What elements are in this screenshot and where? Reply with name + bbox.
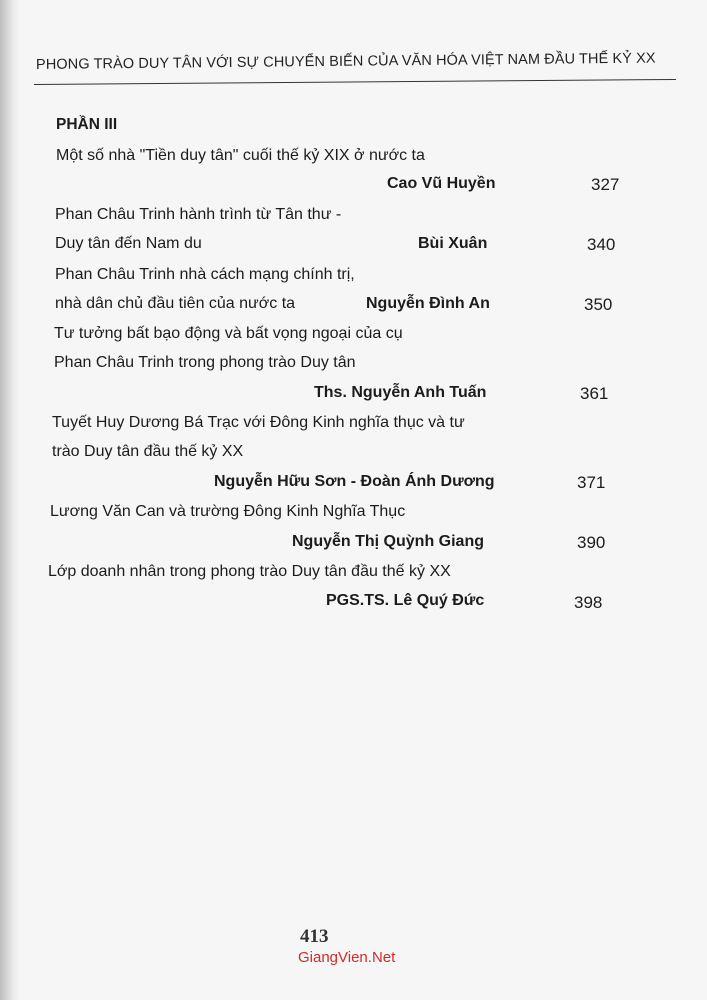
entry-page-number: 340 (587, 235, 616, 254)
entry-author: Cao Vũ Huyền (387, 175, 496, 192)
entry-page-number: 398 (574, 593, 603, 612)
footer-page-number: 413 (300, 926, 329, 947)
entry-page-number: 361 (580, 384, 609, 403)
entry-author: Ths. Nguyễn Anh Tuấn (314, 384, 487, 401)
header-rule (34, 79, 676, 85)
entry-title-line: Lương Văn Can và trường Đông Kinh Nghĩa Thục (50, 503, 406, 520)
entry-author: Nguyễn Hữu Sơn - Đoàn Ánh Dương (214, 473, 495, 490)
entry-title-line: Một số nhà "Tiền duy tân" cuối thế kỷ XIX ở nước ta (56, 147, 425, 164)
entry-author: Bùi Xuân (418, 235, 488, 252)
entry-title-line: trào Duy tân đầu thế kỷ XX (52, 443, 244, 460)
entry-title-line: nhà dân chủ đầu tiên của nước ta (55, 295, 296, 312)
entry-page-number: 350 (584, 295, 613, 314)
entry-page-number: 371 (577, 473, 606, 492)
entry-title-line: Tuyết Huy Dương Bá Trạc với Đông Kinh nghĩa thục và tư (52, 414, 465, 431)
entry-page-number: 390 (577, 533, 606, 552)
section-title: PHẦN III (56, 116, 118, 133)
entry-title-line: Phan Châu Trinh nhà cách mạng chính trị, (55, 266, 355, 283)
entry-page-number: 327 (591, 175, 620, 194)
entry-author: Nguyễn Thị Quỳnh Giang (292, 533, 484, 550)
page-gutter-shadow (0, 0, 20, 1000)
entry-title-line: Phan Châu Trinh hành trình từ Tân thư - (55, 206, 342, 223)
entry-author: PGS.TS. Lê Quý Đức (326, 592, 485, 609)
entry-author: Nguyễn Đình An (366, 295, 490, 312)
entry-title-line: Tư tưởng bất bạo động và bất vọng ngoại của cụ (54, 325, 403, 342)
watermark: GiangVien.Net (298, 949, 396, 966)
entry-title-line: Duy tân đến Nam du (55, 235, 202, 252)
entry-title-line: Lớp doanh nhân trong phong trào Duy tân đầu thế kỷ XX (48, 563, 451, 580)
running-header: PHONG TRÀO DUY TÂN VỚI SỰ CHUYỂN BIẾN CỦA VĂN HÓA VIỆT NAM ĐẦU THẾ KỶ XX (35, 50, 656, 73)
entry-title-line: Phan Châu Trinh trong phong trào Duy tân (54, 354, 356, 371)
